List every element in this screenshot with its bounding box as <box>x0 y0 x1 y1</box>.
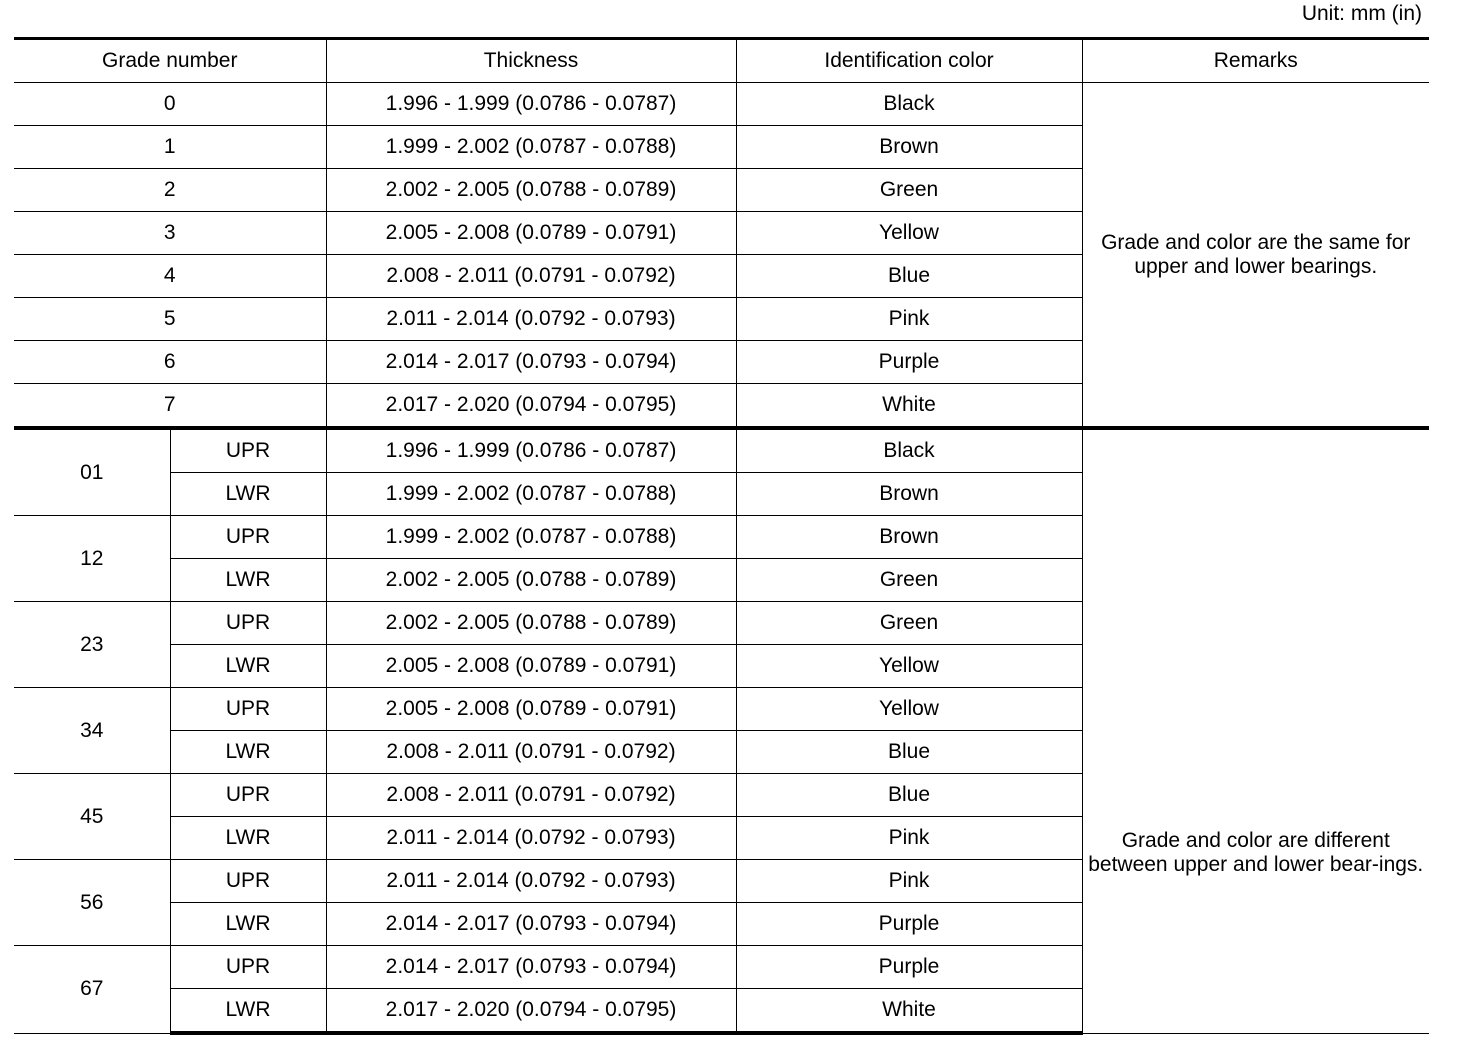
identification-color-cell: White <box>736 384 1082 429</box>
identification-color-cell: Purple <box>736 903 1082 946</box>
thickness-cell: 2.011 - 2.014 (0.0792 - 0.0793) <box>326 817 736 860</box>
bearing-position-cell: UPR <box>170 946 326 989</box>
bearing-position-cell: UPR <box>170 688 326 731</box>
thickness-cell: 2.008 - 2.011 (0.0791 - 0.0792) <box>326 731 736 774</box>
bearing-position-cell: LWR <box>170 989 326 1034</box>
thickness-cell: 2.014 - 2.017 (0.0793 - 0.0794) <box>326 341 736 384</box>
header-remarks: Remarks <box>1082 39 1429 83</box>
thickness-cell: 1.999 - 2.002 (0.0787 - 0.0788) <box>326 126 736 169</box>
header-row <box>14 39 1429 83</box>
identification-color-cell: Green <box>736 559 1082 602</box>
identification-color-cell: Black <box>736 428 1082 473</box>
identification-color-cell: Pink <box>736 298 1082 341</box>
bearing-position-cell: LWR <box>170 473 326 516</box>
identification-color-cell: Brown <box>736 516 1082 559</box>
identification-color-cell: White <box>736 989 1082 1034</box>
bearing-position-cell: UPR <box>170 860 326 903</box>
bearing-position-cell: UPR <box>170 428 326 473</box>
thickness-cell: 2.008 - 2.011 (0.0791 - 0.0792) <box>326 255 736 298</box>
bearing-grade-table <box>14 37 1429 1035</box>
remark-text: Grade and color are different between upper and lower bear-ings. <box>1088 828 1424 876</box>
bearing-position-cell: LWR <box>170 645 326 688</box>
identification-color-cell: Blue <box>736 774 1082 817</box>
thickness-cell: 1.996 - 1.999 (0.0786 - 0.0787) <box>326 428 736 473</box>
thickness-cell: 1.996 - 1.999 (0.0786 - 0.0787) <box>326 83 736 126</box>
remarks-same-grade: Grade and color are the same for upper and lower bearings. <box>1082 83 1429 429</box>
grade-number-cell: 67 <box>14 946 170 1034</box>
thickness-cell: 2.017 - 2.020 (0.0794 - 0.0795) <box>326 989 736 1034</box>
grade-number-cell: 5 <box>14 298 326 341</box>
identification-color-cell: Brown <box>736 473 1082 516</box>
header-identification-color: Identification color <box>736 39 1082 83</box>
thickness-cell: 2.002 - 2.005 (0.0788 - 0.0789) <box>326 169 736 212</box>
thickness-cell: 1.999 - 2.002 (0.0787 - 0.0788) <box>326 516 736 559</box>
identification-color-cell: Pink <box>736 817 1082 860</box>
identification-color-cell: Green <box>736 602 1082 645</box>
identification-color-cell: Blue <box>736 255 1082 298</box>
header-grade-number: Grade number <box>14 39 326 83</box>
grade-number-cell: 23 <box>14 602 170 688</box>
identification-color-cell: Blue <box>736 731 1082 774</box>
identification-color-cell: Yellow <box>736 212 1082 255</box>
bearing-position-cell: LWR <box>170 731 326 774</box>
grade-number-cell: 6 <box>14 341 326 384</box>
thickness-cell: 2.008 - 2.011 (0.0791 - 0.0792) <box>326 774 736 817</box>
thickness-cell: 2.014 - 2.017 (0.0793 - 0.0794) <box>326 903 736 946</box>
grade-number-cell: 34 <box>14 688 170 774</box>
grade-number-cell: 4 <box>14 255 326 298</box>
grade-number-cell: 3 <box>14 212 326 255</box>
identification-color-cell: Yellow <box>736 645 1082 688</box>
identification-color-cell: Yellow <box>736 688 1082 731</box>
bearing-position-cell: LWR <box>170 559 326 602</box>
thickness-cell: 2.005 - 2.008 (0.0789 - 0.0791) <box>326 688 736 731</box>
table-body <box>14 83 1429 1034</box>
grade-number-cell: 56 <box>14 860 170 946</box>
grade-number-cell: 12 <box>14 516 170 602</box>
thickness-cell: 2.005 - 2.008 (0.0789 - 0.0791) <box>326 212 736 255</box>
grade-number-cell: 1 <box>14 126 326 169</box>
grade-number-cell: 2 <box>14 169 326 212</box>
table-row <box>14 428 1429 473</box>
thickness-cell: 2.002 - 2.005 (0.0788 - 0.0789) <box>326 602 736 645</box>
identification-color-cell: Purple <box>736 341 1082 384</box>
identification-color-cell: Pink <box>736 860 1082 903</box>
thickness-cell: 2.014 - 2.017 (0.0793 - 0.0794) <box>326 946 736 989</box>
unit-label: Unit: mm (in) <box>1301 2 1422 25</box>
thickness-cell: 2.002 - 2.005 (0.0788 - 0.0789) <box>326 559 736 602</box>
thickness-cell: 2.011 - 2.014 (0.0792 - 0.0793) <box>326 298 736 341</box>
bearing-position-cell: UPR <box>170 516 326 559</box>
thickness-cell: 2.005 - 2.008 (0.0789 - 0.0791) <box>326 645 736 688</box>
grade-number-cell: 45 <box>14 774 170 860</box>
bearing-position-cell: UPR <box>170 602 326 645</box>
thickness-cell: 2.017 - 2.020 (0.0794 - 0.0795) <box>326 384 736 429</box>
identification-color-cell: Purple <box>736 946 1082 989</box>
remarks-different-grade <box>1082 428 1429 1033</box>
bearing-position-cell: UPR <box>170 774 326 817</box>
thickness-cell: 2.011 - 2.014 (0.0792 - 0.0793) <box>326 860 736 903</box>
header-thickness: Thickness <box>326 39 736 83</box>
grade-number-cell: 0 <box>14 83 326 126</box>
bearing-position-cell: LWR <box>170 817 326 860</box>
identification-color-cell: Brown <box>736 126 1082 169</box>
identification-color-cell: Black <box>736 83 1082 126</box>
grade-number-cell: 01 <box>14 428 170 516</box>
bearing-position-cell: LWR <box>170 903 326 946</box>
identification-color-cell: Green <box>736 169 1082 212</box>
thickness-cell: 1.999 - 2.002 (0.0787 - 0.0788) <box>326 473 736 516</box>
grade-number-cell: 7 <box>14 384 326 429</box>
table-row <box>14 83 1429 126</box>
remark-spacer <box>1083 586 1430 829</box>
